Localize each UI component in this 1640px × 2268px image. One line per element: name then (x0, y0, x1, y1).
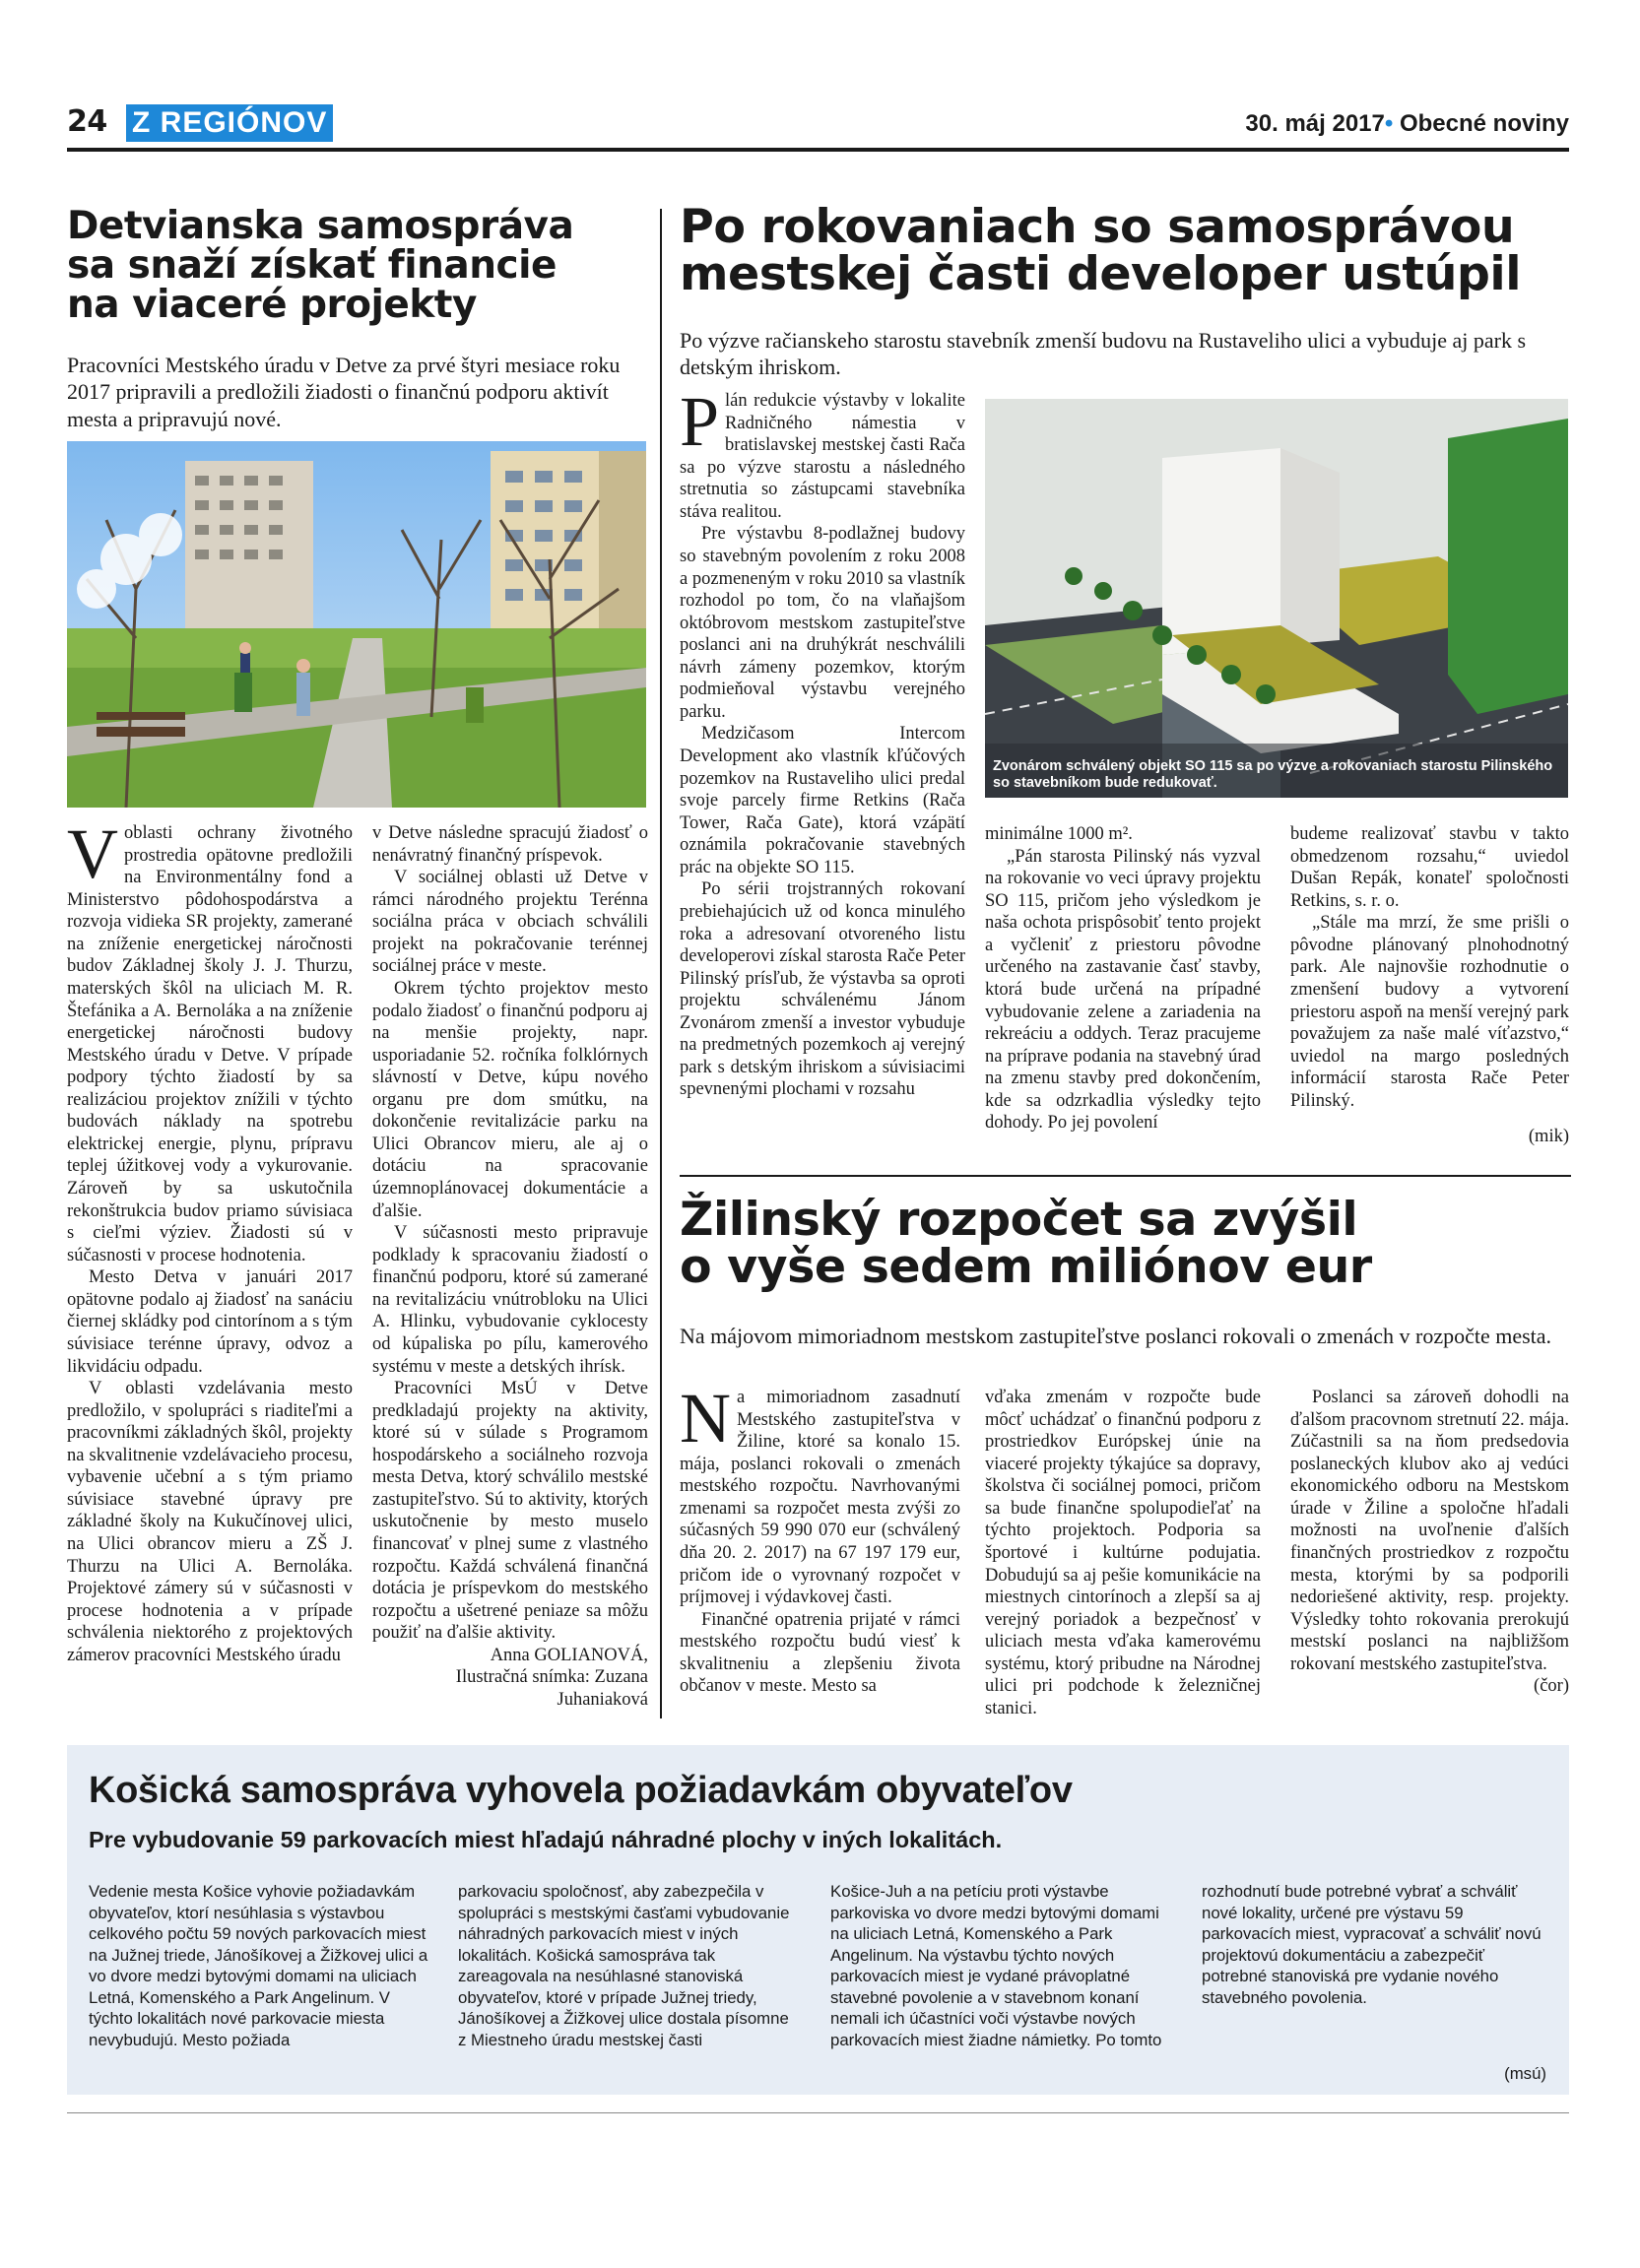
article4-title: Košická samospráva vyhovela požiadavkám obyvateľov (89, 1770, 1073, 1811)
article2-signature: (mik) (1528, 1127, 1569, 1147)
article3-dropcap: N (680, 1379, 731, 1458)
park-photo-illustration (67, 441, 646, 808)
column-divider (660, 209, 662, 1718)
bullet-icon: • (1384, 110, 1394, 137)
article2-paragraph: „Stále ma mrzí, že sme prišli o pôvodne plánovaný plnohodnotný park. Ale najnovšie rozhodnutie o zmenšení budovy a vytvorení priestoru aspoň na menší verejný park považujem za naše malé víťazstvo,“ uviedol na margo posledných informácií starosta Rače Peter Pilinský. (1290, 913, 1569, 1111)
article1-paragraph: Mesto Detva v januári 2017 opätovne podalo aj žiadosť na sanáciu čiernej skládky pod cintorínom a s tým súvisiace terénne úpravy, odvoz a likvidáciu odpadu. (67, 1267, 353, 1377)
publication-name: Obecné noviny (1399, 110, 1569, 137)
article2-lead: Po výzve račianskeho starostu stavebník zmenší budovu na Rustaveliho ulici a vybuduje aj park s detským ihriskom. (680, 328, 1527, 380)
article1-lead: Pracovníci Mestského úradu v Detve za prvé štyri mesiace roku 2017 pripravili a predložili žiadosti o finančnú podporu aktivít mesta a pripravujú nové. (67, 353, 621, 431)
article3-paragraph: Poslanci sa zároveň dohodli na ďalšom pracovnom stretnutí 22. mája. Zúčastnili sa na ňom predsedovia poslaneckých klubov ako aj vedúci ekonomického odboru na Mestskom úrade v Žiline a spoločne hľadali možnosti na uvoľnenie ďalších finančných prostriedkov z rozpočtu mesta, ktorými by sa podporili nedoriešené aktivity, resp. projekty. Výsledky tohto rokovania prerokujú mestskí poslanci na najbližšom rokovaní mestského zastupiteľstva. (1290, 1388, 1569, 1674)
section-label: Z REGIÓNOV (126, 104, 333, 142)
page-number: 24 (67, 104, 107, 139)
article2-paragraph: budeme realizovať stavbu v takto obmedzenom rozsahu,“ uviedol Dušan Repák, konateľ spoločnosti Retkins, s. r. o. (1290, 824, 1569, 911)
article3-paragraph: vďaka zmenám v rozpočte bude môcť uchádzať o finančnú podporu z prostriedkov Európskej únie na viaceré projekty týkajúce sa dopravy, školstva či sociálnej pomoci, pričom sa bude finančne spolupodieľať na týchto projektoch. Podporia sa športové i kultúrne podujatia. Dobudujú sa aj pešie komunikácie na miestnych cintorínoch a zlepší sa aj verejný poriadok a bezpečnosť v uliciach mesta vďaka kamerovému systému, ktorý pribudne na Národnej ulici pri podchode k železničnej stanici. (985, 1388, 1261, 1718)
article1-column-1 (67, 814, 353, 1666)
article1-signature (372, 1645, 648, 1712)
article4-signature: (msú) (1504, 2064, 1546, 2083)
article2-paragraph: minimálne 1000 m². (985, 824, 1133, 844)
header-rule (67, 148, 1569, 152)
article3-title-line: Žilinský rozpočet sa zvýšil (680, 1193, 1358, 1247)
article2-paragraph: Medzičasom Intercom Development ako vlastník kľúčových pozemkov na Rustaveliho ulici predal svoje parcely firme Retkins (Rača Tower, Rača Gate), ktorá vzápätí oznámila pokračovanie stavebných prác na objekte SO 115. (680, 724, 965, 877)
article3-paragraph: Finančné opatrenia prijaté v rámci mestského rozpočtu budú viesť k skvalitneniu a zlepšeniu života občanov v meste. Mesto sa (680, 1609, 960, 1697)
article3-title-line: o vyše sedem miliónov eur (680, 1240, 1372, 1295)
article1-title (67, 204, 648, 327)
article2-paragraph: Pre výstavbu 8-podlažnej budovy so stavebným povolením z roku 2008 a pozmeneným v roku 2010 sa vlastník rozhodol po tom, čo na vlaňajšom októbrovom mestskom zastupiteľstve poslanci ani na druhýkrát neschválili návrh zámeny pozemkov, ktorým podmieňoval výstavbu verejného parku. (680, 524, 965, 722)
author-name: Anna GOLIANOVÁ, (490, 1645, 648, 1665)
article4-column-1 (89, 1881, 428, 2050)
article2-column-1 (680, 382, 965, 1101)
article1-paragraph: Okrem týchto projektov mesto podalo žiadosť o finančnú podporu aj na menšie projekty, napr. usporiadanie 52. ročníka folklórnych slávností v Detve, kúpu nového organu pre dom smútku, na dokončenie revitalizácie parku na Ulici Obrancov mieru, ale aj o dotáciu na spracovanie územnoplánovacej dokumentácie a ďalšie. (372, 978, 648, 1221)
article3-paragraph: a mimoriadnom zasadnutí Mestského zastupiteľstva v Žiline, ktoré sa konalo 15. mája, poslanci rokovali o zmenách mestského rozpočtu. Navrhovanými zmenami sa rozpočet mesta zvýši zo súčasných 59 990 070 eur (schválený dňa 20. 2. 2017) na 67 197 179 eur, pričom ide o vyrovnaný rozpočet v príjmovej i výdavkovej časti. (680, 1388, 960, 1608)
issue-date: 30. máj 2017 (1245, 110, 1385, 137)
article2-dropcap: P (680, 382, 720, 461)
article4-paragraph: rozhodnutí bude potrebné vybrať a schváliť nové lokality, určené pre výstavu 59 parkovacích miest, vypracovať a schváliť novú projektovú dokumentáciu a zabezpečiť potrebné stanoviská pre vydanie nového stavebného povolenia. (1202, 1882, 1542, 2007)
article2-column-3 (1290, 823, 1569, 1148)
article1-column-2 (372, 822, 648, 1712)
article1-dropcap: V (67, 814, 118, 893)
article3-signature: (čor) (1534, 1676, 1569, 1697)
article2-paragraph: „Pán starosta Pilinský nás vyzval na rokovanie vo veci úpravy projektu SO 115, pričom jeho výsledkom je naša ochota prispôsobiť tento projekt a vyčleniť z priestoru pôvodne určeného na zastavanie časť stavby, ktorá bude určená na prípadné vybudovanie zelene a zariadenia na rekreáciu a oddych. Teraz pracujeme na príprave podania na stavebný úrad na zmenu stavby pred dokončením, kde sa odzrkadlia výsledky tejto dohody. Po jej povolení (985, 846, 1261, 1134)
article2-title-line: mestskej časti developer ustúpil (680, 247, 1521, 302)
article2-title-line: Po rokovaniach so samosprávou (680, 200, 1515, 254)
article1-paragraph: v Detve následne spracujú žiadosť o nenávratný finančný príspevok. (372, 823, 648, 866)
article4-paragraph: parkovaciu spoločnosť, aby zabezpečila v spolupráci s mestskými časťami vybudovanie náhradných parkovacích miest v iných lokalitách. Košická samospráva tak zareagovala na nesúhlasné stanoviská obyvateľov, ktoré v prípade Južnej triedy, Jánošíkovej a Žižkovej ulice dostala písomne z Miestneho úradu mestskej časti (458, 1882, 790, 2049)
footer-rule (67, 2112, 1569, 2113)
issue-info (1245, 110, 1569, 138)
article4-column-2 (458, 1881, 798, 2050)
article1-photo (67, 441, 646, 808)
article1-title-line: sa snaží získať financie (67, 242, 557, 288)
building-rendering-illustration (985, 399, 1568, 798)
article2-paragraph: lán redukcie výstavby v lokalite Radničného námestia v bratislavskej mestskej časti Rača sa po výzve starostu a následného stretnutia so zástupcami stavebníka stáva realitou. (680, 391, 965, 522)
article4-column-3 (830, 1881, 1170, 2050)
article2-title (680, 200, 1571, 302)
article4-lead: Pre vybudovanie 59 parkovacích miest hľadajú náhradné plochy v iných lokalitách. (89, 1827, 1003, 1852)
article2-column-2 (985, 823, 1261, 1134)
article1-title-line: na viaceré projekty (67, 282, 477, 327)
article3-column-2 (985, 1387, 1261, 1719)
article3-column-1 (680, 1379, 960, 1698)
article1-paragraph: V sociálnej oblasti už Detve v rámci národného projektu Terénna sociálna práca v obciach schválili projekt na pokračovanie terénnej sociálnej práce v meste. (372, 868, 648, 977)
article2-photo-caption: Zvonárom schválený objekt SO 115 sa po výzve a rokovaniach starostu Pilinského so stavebníkom bude redukovať. (993, 758, 1553, 792)
article3-title (680, 1193, 1571, 1295)
photo-credit: Ilustračná snímka: Zuzana (455, 1667, 648, 1688)
article3-lead: Na májovom mimoriadnom mestskom zastupiteľstve poslanci rokovali o zmenách v rozpočte mesta. (680, 1324, 1552, 1348)
article1-paragraph: oblasti ochrany životného prostredia opätovne predložili na Environmentálny fond a Ministerstvo pôdohospodárstva a rozvoja vidieka SR projekty, zamerané na zníženie energetickej náročnosti budov Základnej školy J. J. Thurzu, materských škôl na uliciach M. R. Štefánika a A. Bernoláka a na zníženie energetickej náročnosti budovy Mestského úradu v Detve. V prípade podpory týchto žiadostí by sa realizáciou projektov znížili v týchto budovách náklady na spotrebu elektrickej energie, plynu, prípravu teplej úžitkovej vody a vykurovanie. Zároveň by sa uskutočnila rekonštrukcia budov priamo súvisiaca s cieľmi výziev. Žiadosti sú v súčasnosti v procese hodnotenia. (67, 823, 353, 1265)
photo-credit: Juhaniaková (557, 1689, 648, 1710)
article4-paragraph: Vedenie mesta Košice vyhovie požiadavkám obyvateľov, ktorí nesúhlasia s výstavbou celkového počtu 59 nových parkovacích miest na Južnej triede, Jánošíkovej a Žižkovej ulici a vo dvore medzi bytovými domami na uliciach Letná, Komenského a Park Angelinum. V týchto lokalitách nové parkovacie miesta nevybudujú. Mesto požiada (89, 1882, 428, 2049)
article4-column-4 (1202, 1881, 1546, 2008)
article4-paragraph: Košice-Juh a na petíciu proti výstavbe parkoviska vo dvore medzi bytovými domami na uliciach Letná, Komenského a Park Angelinum. Na výstavbu týchto nových parkovacích miest je vydané právoplatné stavebné povolenie a v stavebnom konaní nemali ich účastníci voči výstavbe nových parkovacích miest žiadne námietky. Po tomto (830, 1882, 1162, 2049)
article2-photo (985, 399, 1568, 798)
article1-paragraph: V oblasti vzdelávania mesto predložilo, v spolupráci s riaditeľmi a pracovníkmi základných škôl, projekty na skvalitnenie vzdelávacieho procesu, vybavenie učební a s tým priamo súvisiace stavebné úpravy pre základné školy na Kukučínovej ulici, na Ulici obrancov mieru a ZŠ J. Thurzu na Ulici A. Bernoláka. Projektové zámery sú v súčasnosti v procese hodnotenia a v prípade schválenia niektorého z projektových zámerov pracovníci Mestského úradu (67, 1379, 353, 1665)
article1-title-line: Detvianska samospráva (67, 204, 574, 248)
article1-paragraph: Pracovníci MsÚ v Detve predkladajú projekty na aktivity, ktoré sú v súlade s Programom hospodárskeho a sociálneho rozvoja mesta Detva, ktorý schválilo mestské zastupiteľstvo. Sú to aktivity, ktorých uskutočnenie by mesto muselo financovať v plnej sume z vlastného rozpočtu. Každá schválená finančná dotácia je príspevkom do mestského rozpočtu a ušetrené peniaze sa môžu použiť na ďalšie aktivity. (372, 1379, 648, 1644)
article1-paragraph: V súčasnosti mesto pripravuje podklady k spracovaniu žiadostí o finančnú podporu, ktoré sú zamerané na revitalizáciu vnútrobloku na Ulici A. Hlinku, vybudovanie cyklocesty od kúpaliska po pílu, kamerového systému v meste a detských ihrísk. (372, 1223, 648, 1377)
article3-column-3 (1290, 1387, 1569, 1698)
article2-paragraph: Po sérii trojstranných rokovaní prebiehajúcich už od konca minulého roka a adresovaní otvoreného listu developerovi získal starosta Rače Peter Pilinský prísľub, že výstavba sa oproti projektu schválenému Jánom Zvonárom zmenší a investor vybuduje na predmetných pozemkoch aj verejný park s detským ihriskom a súvisiacimi spevnenými plochami v rozsahu (680, 879, 965, 1100)
article-divider (680, 1175, 1571, 1177)
